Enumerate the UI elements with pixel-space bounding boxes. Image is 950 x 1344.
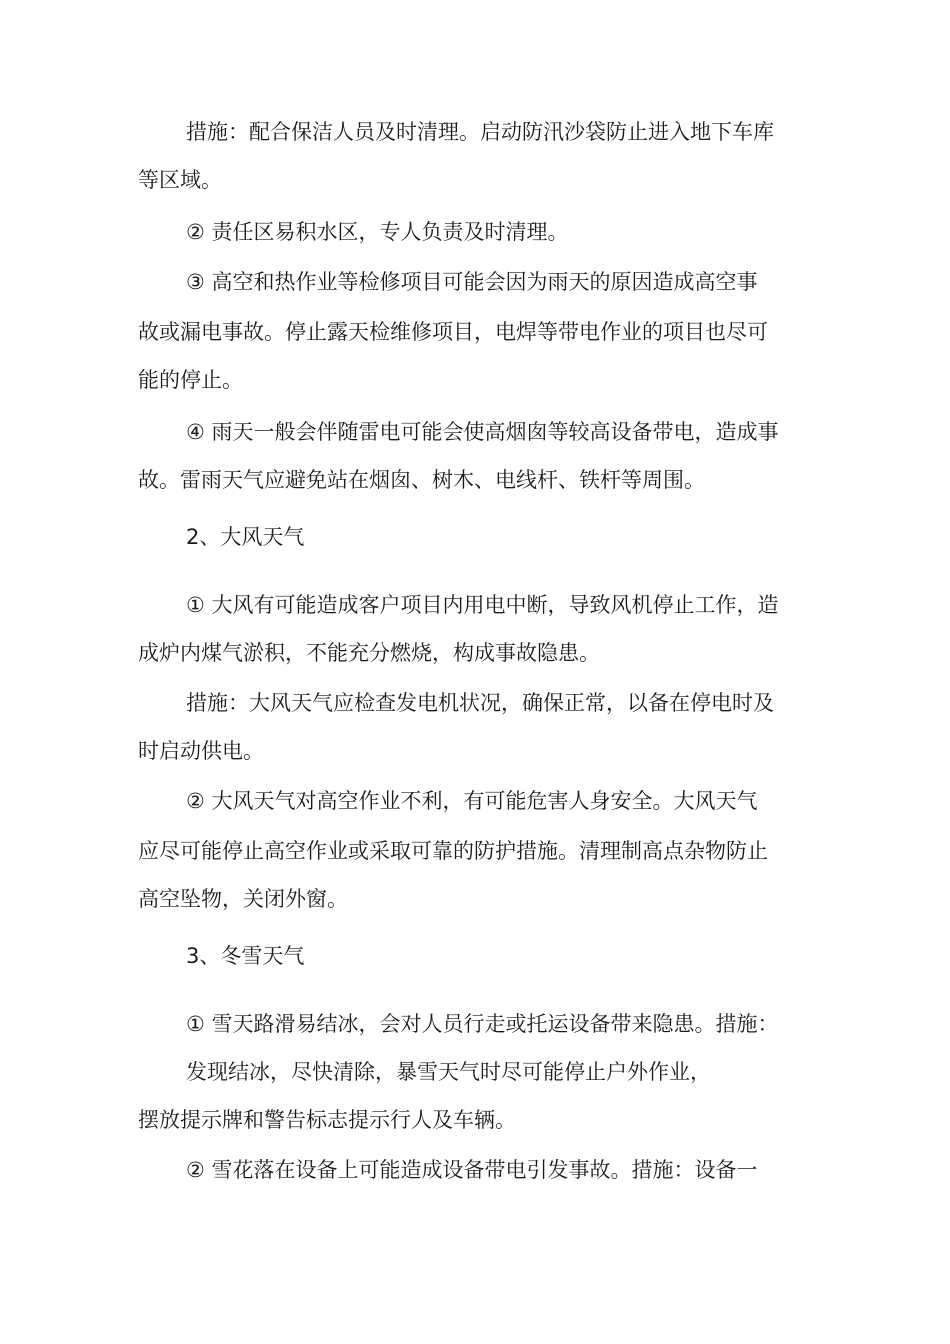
text-line: 发现结冰，尽快清除，暴雪天气时尽可能停止户外作业， — [186, 1060, 711, 1084]
text-line: 措施：大风天气应检查发电机状况，确保正常，以备在停电时及 — [186, 691, 774, 715]
section-heading: 3、冬雪天气 — [186, 944, 305, 968]
text-line: 故。雷雨天气应避免站在烟囱、树木、电线杆、铁杆等周围。 — [138, 468, 705, 492]
text-line: ④ 雨天一般会伴随雷电可能会使高烟囱等较高设备带电，造成事 — [186, 420, 779, 444]
text-line: 摆放提示牌和警告标志提示行人及车辆。 — [138, 1108, 516, 1132]
text-line: 等区域。 — [138, 168, 222, 192]
text-line: 成炉内煤气淤积，不能充分燃烧，构成事故隐患。 — [138, 641, 600, 665]
text-line: 能的停止。 — [138, 368, 243, 392]
text-line: 高空坠物，关闭外窗。 — [138, 887, 348, 911]
text-line: ③ 高空和热作业等检修项目可能会因为雨天的原因造成高空事 — [186, 270, 758, 294]
text-line: 措施：配合保洁人员及时清理。启动防汛沙袋防止进入地下车库 — [186, 120, 774, 144]
text-line: 应尽可能停止高空作业或采取可靠的防护措施。清理制高点杂物防止 — [138, 839, 768, 863]
text-line: 故或漏电事故。停止露天检维修项目，电焊等带电作业的项目也尽可 — [138, 320, 768, 344]
text-line: ① 雪天路滑易结冰，会对人员行走或托运设备带来隐患。措施： — [186, 1012, 779, 1036]
text-line: ① 大风有可能造成客户项目内用电中断，导致风机停止工作，造 — [186, 593, 779, 617]
text-line: ② 责任区易积水区，专人负责及时清理。 — [186, 220, 569, 244]
section-heading: 2、大风天气 — [186, 525, 305, 549]
text-line: ② 大风天气对高空作业不利，有可能危害人身安全。大风天气 — [186, 789, 758, 813]
text-line: 时启动供电。 — [138, 739, 264, 763]
text-line: ② 雪花落在设备上可能造成设备带电引发事故。措施：设备一 — [186, 1158, 758, 1182]
